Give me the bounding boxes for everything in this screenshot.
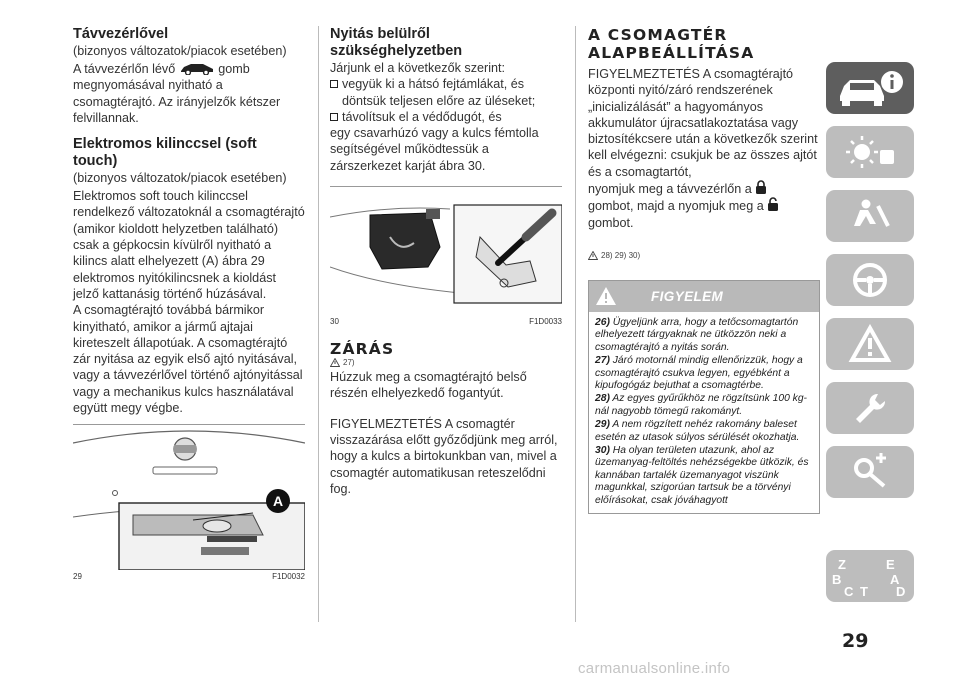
tab-maintenance[interactable] bbox=[826, 382, 914, 434]
figure-caption: 30 F1D0033 bbox=[330, 317, 562, 327]
tab-starting-driving[interactable] bbox=[826, 254, 914, 306]
warning-triangle-icon bbox=[595, 286, 617, 306]
bullet-box-icon bbox=[330, 80, 338, 88]
paragraph-unlock: A csomagtérajtó továbbá bármikor kinyitható, amikor a jármű ajtajai kireteszelt állapotúak. A csomagtérajtó zár nyitása az egyik első ajtó nyitásával, vagy a távvezérlővel történő ajtónyitással vagy a mechanikus kulcs használatával együtt megy végbe. bbox=[73, 303, 303, 416]
svg-text:D: D bbox=[896, 584, 906, 598]
section-title-remote: Távvezérlővel bbox=[73, 26, 169, 42]
tab-index[interactable] bbox=[826, 550, 914, 602]
paragraph-setup-end: gombot. bbox=[588, 215, 634, 230]
multimedia-icon bbox=[830, 554, 910, 598]
svg-text:E: E bbox=[886, 557, 895, 572]
warning-item: 28) Az egyes gyűrűkhöz ne rögzítsünk 100 kg-nál nagyobb tömegű rakományt. bbox=[595, 393, 807, 417]
figure-caption: 29 F1D0032 bbox=[73, 572, 305, 582]
tab-safety[interactable] bbox=[826, 190, 914, 242]
figure-30 bbox=[330, 186, 562, 326]
warning-references: 28) 29) 30) bbox=[588, 251, 820, 260]
trunk-car-icon bbox=[179, 61, 215, 75]
technical-data-icon bbox=[848, 452, 892, 492]
warning-triangle-icon bbox=[588, 251, 598, 260]
section-title-emergency: Nyitás belülről szükséghelyzetben bbox=[330, 26, 463, 59]
column-divider bbox=[318, 26, 319, 622]
paragraph-lever: egy csavarhúzó vagy a kulcs fémtolla segítségével működtessük a zárszerkezet karját ábra 30. bbox=[330, 126, 539, 173]
label-a: A bbox=[272, 493, 284, 510]
warning-header bbox=[589, 281, 819, 312]
svg-text:A: A bbox=[890, 572, 900, 587]
tab-emergency[interactable] bbox=[826, 318, 914, 370]
tab-technical-data[interactable] bbox=[826, 446, 914, 498]
warning-item: 27) Járó motornál mindig ellenőrizzük, hogy a csomagtérajtó csukva legyen, egyébként a kipufogógáz bejuthat a csomagtérbe. bbox=[595, 355, 803, 391]
paragraph-setup-step-unlock: gombot, majd a nyomjuk meg a bbox=[588, 197, 820, 214]
dashboard-lights-icon bbox=[840, 132, 900, 172]
section-subtitle: (bizonyos változatok/piacok esetében) bbox=[73, 171, 287, 186]
lock-open-icon bbox=[767, 197, 779, 212]
car-info-icon bbox=[834, 68, 906, 108]
wrench-service-icon bbox=[848, 388, 892, 428]
svg-text:Z: Z bbox=[838, 557, 846, 572]
column-middle bbox=[330, 26, 562, 497]
paragraph-intro: Járjunk el a következők szerint: bbox=[330, 61, 505, 75]
lock-lever-illustration bbox=[330, 187, 562, 315]
paragraph-soft-touch: Elektromos soft touch kilinccsel rendelkező változatoknál a csomagtérajtó (amikor kioldott helyzetben található) csak a gépkocsin kívülről nyitható a kilincs alatt elhelyezett (A) ábra 29 elektromos nyitókilincsnek a kioldást jelző kattanásig történő húzásával. bbox=[73, 189, 305, 301]
column-right bbox=[588, 26, 820, 514]
section-title-soft-touch: Elektromos kilinccsel (soft touch) bbox=[73, 136, 257, 170]
bullet-box-icon bbox=[330, 113, 338, 121]
warning-triangle-icon bbox=[330, 358, 340, 367]
warning-body bbox=[589, 312, 819, 513]
section-title-closing: ZÁRÁS bbox=[330, 340, 395, 359]
svg-text:C: C bbox=[844, 584, 854, 598]
section-title-setup: A CSOMAGTÉR ALAPBEÁLLÍTÁSA bbox=[588, 26, 755, 62]
warning-item: 29) A nem rögzített nehéz rakomány baleset esetén az utasok súlyos sérülését okozhatja. bbox=[595, 419, 800, 443]
tailgate-handle-illustration bbox=[73, 425, 305, 570]
figure-29 bbox=[73, 424, 305, 581]
warning-box bbox=[588, 280, 820, 514]
bullet-item: vegyük ki a hátsó fejtámlákat, és döntsük teljesen előre az üléseket; bbox=[330, 76, 562, 109]
paragraph-setup-step-lock: nyomjuk meg a távvezérlőn a bbox=[588, 180, 820, 197]
lock-closed-icon bbox=[755, 180, 767, 195]
watermark: carmanualsonline.info bbox=[578, 660, 731, 677]
paragraph-closing: Húzzuk meg a csomagtérajtó belső részén elhelyezkedő fogantyút. bbox=[330, 370, 527, 401]
svg-text:T: T bbox=[860, 584, 868, 598]
tab-dashboard-lights[interactable] bbox=[826, 126, 914, 178]
svg-text:B: B bbox=[832, 572, 842, 587]
paragraph-setup: FIGYELMEZTETÉS A csomagtérajtó központi nyitó/záró rendszerének „inicializálását” a hagyományos akkumulátor újracsatlakoztatása vagy biztosítékcsere után a következők szerint kell elvégezni: csukjuk be az összes ajtót és a csomagtartót, bbox=[588, 67, 818, 179]
paragraph-closing-warning: FIGYELMEZTETÉS A csomagtér visszazárása előtt győződjünk meg arról, hogy a kulcs a birtokunkban van, mivel a csomagtér automatikusan reteszelődni fog. bbox=[330, 416, 558, 496]
warning-reference: 27) bbox=[330, 358, 562, 367]
column-left bbox=[73, 26, 305, 581]
bullet-item: távolítsuk el a védődugót, és bbox=[330, 109, 562, 125]
column-divider bbox=[575, 26, 576, 622]
warning-item: 26) Ügyeljünk arra, hogy a tetőcsomagtartón elhelyezett tárgyaknak ne ütközzön neki a csomagtérajtó a nyitás során. bbox=[595, 316, 799, 353]
warning-item: 30) Ha olyan területen utazunk, ahol az üzemanyag-feltöltés nehézségekbe ütközik, és kannában tartalék üzemanyagot viszünk magunkkal, szigorúan tartsuk be a törvényi előírásokat, csak jóváhagyott bbox=[595, 445, 809, 506]
steering-wheel-icon bbox=[848, 260, 892, 300]
section-subtitle: (bizonyos változatok/piacok esetében) bbox=[73, 44, 287, 58]
warning-triangle-icon bbox=[848, 324, 892, 364]
paragraph-remote: A távvezérlőn lévő gomb megnyomásával nyitható a csomagtérajtó. Az irányjelzők kétszer felvillannak. bbox=[73, 62, 281, 125]
warning-title: FIGYELEM bbox=[651, 288, 724, 304]
page-number: 29 bbox=[842, 630, 869, 652]
airbag-seat-icon bbox=[840, 196, 900, 236]
tab-car-info[interactable] bbox=[826, 62, 914, 114]
